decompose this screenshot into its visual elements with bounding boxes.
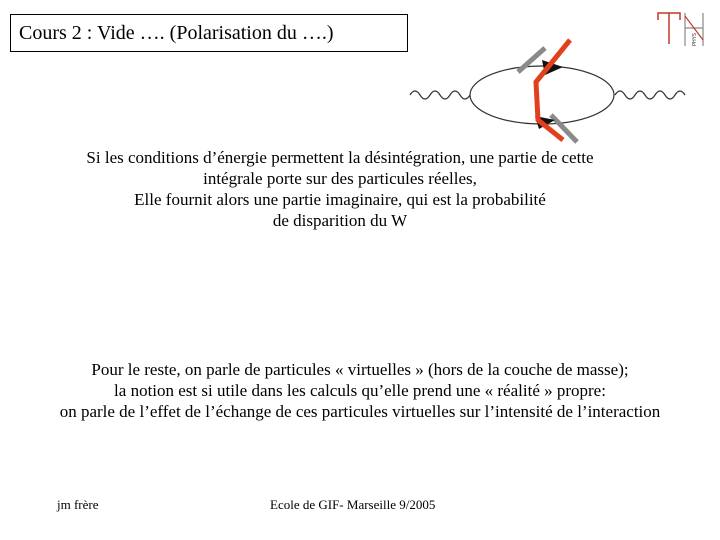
- footer-author: jm frère: [57, 497, 99, 512]
- right-wavy-line: [615, 91, 685, 99]
- text-line: Si les conditions d’énergie permettent la désintégration, une partie de cette: [86, 148, 594, 167]
- feynman-loop-diagram: [405, 38, 715, 150]
- paragraph-real-particles: [20, 147, 660, 231]
- text-line: la notion est si utile dans les calculs qu’elle prend une « réalité » propre:: [114, 381, 606, 400]
- text-line: Pour le reste, on parle de particules « virtuelles » (hors de la couche de masse);: [91, 360, 629, 379]
- gray-cut-line-top: [518, 48, 545, 72]
- logo-caption: PHYS: [692, 32, 698, 46]
- text-line: on parle de l’effet de l’échange de ces particules virtuelles sur l’intensité de l’interaction: [59, 402, 661, 421]
- text-line: Elle fournit alors une partie imaginaire, qui est la probabilité: [134, 190, 546, 209]
- slide-title: Cours 2 : Vide …. (Polarisation du ….): [19, 22, 334, 44]
- cut-line: [536, 40, 570, 140]
- paragraph-virtual-particles: [0, 359, 720, 422]
- text-line: intégrale porte sur des particules réelles,: [203, 169, 477, 188]
- text-line: de disparition du W: [272, 211, 408, 230]
- slide-title-box: [10, 14, 408, 52]
- left-wavy-line: [410, 91, 470, 99]
- footer-event: Ecole de GIF- Marseille 9/2005: [270, 497, 436, 512]
